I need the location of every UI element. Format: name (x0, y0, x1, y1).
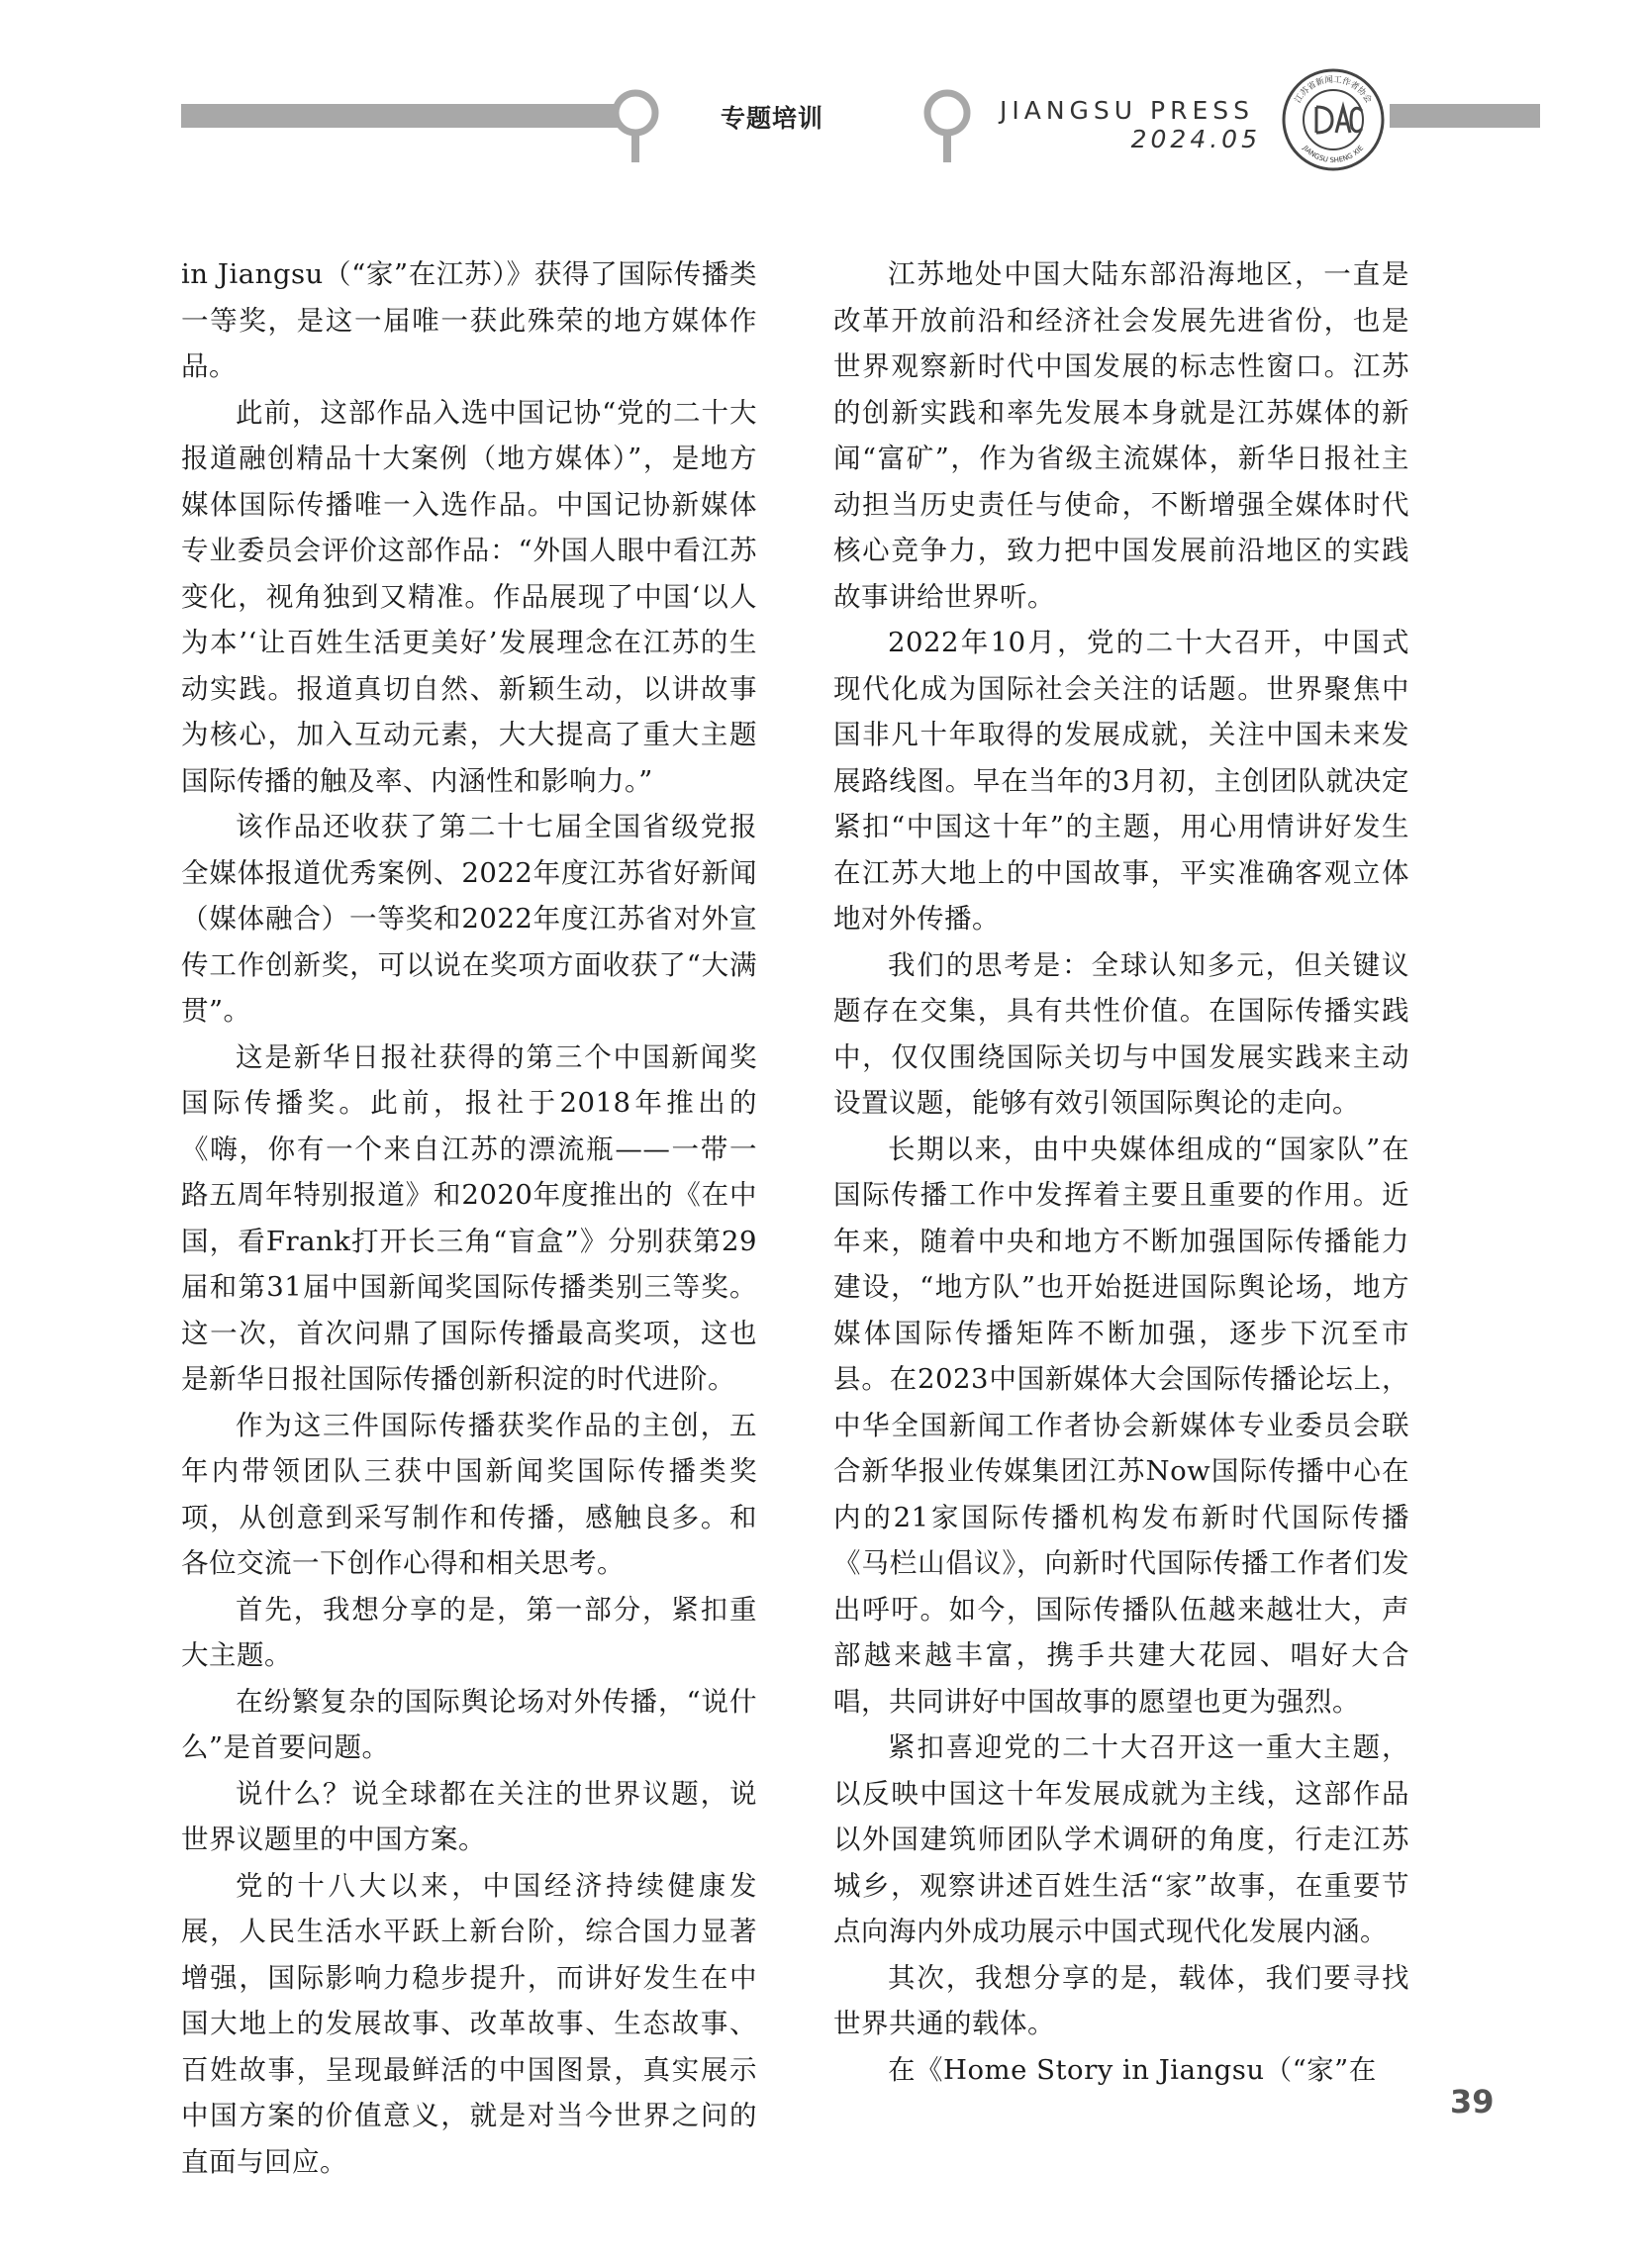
header-bar-right (1390, 104, 1540, 128)
page-number: 39 (1450, 2083, 1495, 2120)
paragraph: 在纷繁复杂的国际舆论场对外传播，“说什么”是首要问题。 (181, 1685, 757, 1763)
seal-text-bottom: JIANGSU SHENG XIE (1301, 144, 1366, 165)
paragraph: 其次，我想分享的是，载体，我们要寻找世界共通的载体。 (833, 1961, 1409, 2039)
paragraph: 这是新华日报社获得的第三个中国新闻奖国际传播奖。此前，报社于2018年推出的《嗨，你有一个来自江苏的漂流瓶——一带一路五周年特别报道》和2020年度推出的《在中国，看Frank打开长三角“盲盒”》分别获第29届和第31届中国新闻奖国际传播类别三等奖。这一次，首次问鼎了国际传播最高奖项，这也是新华日报社国际传播创新积淀的时代进阶。 (181, 1040, 757, 1395)
paragraph: 在《Home Story in Jiangsu（“家”在 (888, 2053, 1377, 2086)
paragraph: 说什么？说全球都在关注的世界议题，说世界议题里的中国方案。 (181, 1777, 757, 1855)
paragraph: 2022年10月，党的二十大召开，中国式现代化成为国际社会关注的话题。世界聚焦中国非凡十年取得的发展成就，关注中国未来发展路线图。早在当年的3月初，主创团队就决定紧扣“中国这十年”的主题，用心用情讲好发生在江苏大地上的中国故事，平实准确客观立体地对外传播。 (833, 627, 1409, 935)
publication-name: JIANGSU PRESS (1000, 96, 1255, 125)
paragraph: 江苏地处中国大陆东部沿海地区，一直是改革开放前沿和经济社会发展先进省份，也是世界观察新时代中国发展的标志性窗口。江苏的创新实践和率先发展本身就是江苏媒体的新闻“富矿”，作为省级主流媒体，新华日报社主动担当历史责任与使命，不断增强全媒体时代核心竞争力，致力把中国发展前沿地区的实践故事讲给世界听。 (833, 258, 1409, 613)
seal-text-top: 江苏省新闻工作者协会 (1293, 74, 1374, 106)
paragraph: 首先，我想分享的是，第一部分，紧扣重大主题。 (181, 1593, 757, 1671)
header-bar-left (181, 104, 629, 128)
paragraph: 该作品还收获了第二十七届全国省级党报全媒体报道优秀案例、2022年度江苏省好新闻（媒体融合）一等奖和2022年度江苏省对外宣传工作创新奖，可以说在奖项方面收获了“大满贯”。 (181, 811, 757, 1027)
paragraph: 党的十八大以来，中国经济持续健康发展，人民生活水平跃上新台阶，综合国力显著增强，国际影响力稳步提升，而讲好发生在中国大地上的发展故事、改革故事、生态故事、百姓故事，呈现最鲜活的中国图景，真实展示中国方案的价值意义，就是对当今世界之问的直面与回应。 (181, 1869, 757, 2178)
paragraph: 长期以来，由中央媒体组成的“国家队”在国际传播工作中发挥着主要且重要的作用。近年来，随着中央和地方不断加强国际传播能力建设，“地方队”也开始挺进国际舆论场，地方媒体国际传播矩阵不断加强，逐步下沉至市县。在2023中国新媒体大会国际传播论坛上，中华全国新闻工作者协会新媒体专业委员会联合新华报业传媒集团江苏Now国际传播中心在内的21家国际传播机构发布新时代国际传播《马栏山倡议》，向新时代国际传播工作者们发出呼吁。如今，国际传播队伍越来越壮大，声部越来越丰富，携手共建大花园、唱好大合唱，共同讲好中国故事的愿望也更为强烈。 (833, 1133, 1409, 1718)
paragraph: 我们的思考是：全球认知多元，但关键议题存在交集，具有共性价值。在国际传播实践中，仅仅围绕国际关切与中国发展实践来主动设置议题，能够有效引领国际舆论的走向。 (833, 948, 1409, 1119)
paragraph: 作为这三件国际传播获奖作品的主创，五年内带领团队三获中国新闻奖国际传播类奖项，从创意到采写制作和传播，感触良多。和各位交流一下创作心得和相关思考。 (181, 1409, 757, 1579)
association-seal-icon (1281, 67, 1386, 172)
section-title: 专题培训 (721, 104, 824, 133)
paragraph: 此前，这部作品入选中国记协“党的二十大报道融创精品十大案例（地方媒体）”，是地方媒体国际传播唯一入选作品。中国记协新媒体专业委员会评价这部作品：“外国人眼中看江苏变化，视角独到又精准。作品展现了中国‘以人为本’‘让百姓生活更美好’发展理念在江苏的生动实践。报道真切自然、新颖生动，以讲故事为核心，加入互动元素，大大提高了重大主题国际传播的触及率、内涵性和影响力。” (181, 396, 757, 797)
location-pin-icon (918, 87, 977, 166)
issue-number: 2024.05 (1130, 125, 1261, 153)
article-column-left (181, 251, 757, 2185)
paragraph: 紧扣喜迎党的二十大召开这一重大主题，以反映中国这十年发展成就为主线，这部作品以外国建筑师团队学术调研的角度，行走江苏城乡，观察讲述百姓生活“家”故事，在重要节点向海内外成功展示中国式现代化发展内涵。 (833, 1731, 1409, 1947)
article-column-right (833, 251, 1409, 2093)
location-pin-icon (606, 87, 665, 166)
publication-brand (1000, 96, 1267, 153)
paragraph: in Jiangsu（“家”在江苏）》获得了国际传播类一等奖，是这一届唯一获此殊荣的地方媒体作品。 (181, 258, 757, 382)
